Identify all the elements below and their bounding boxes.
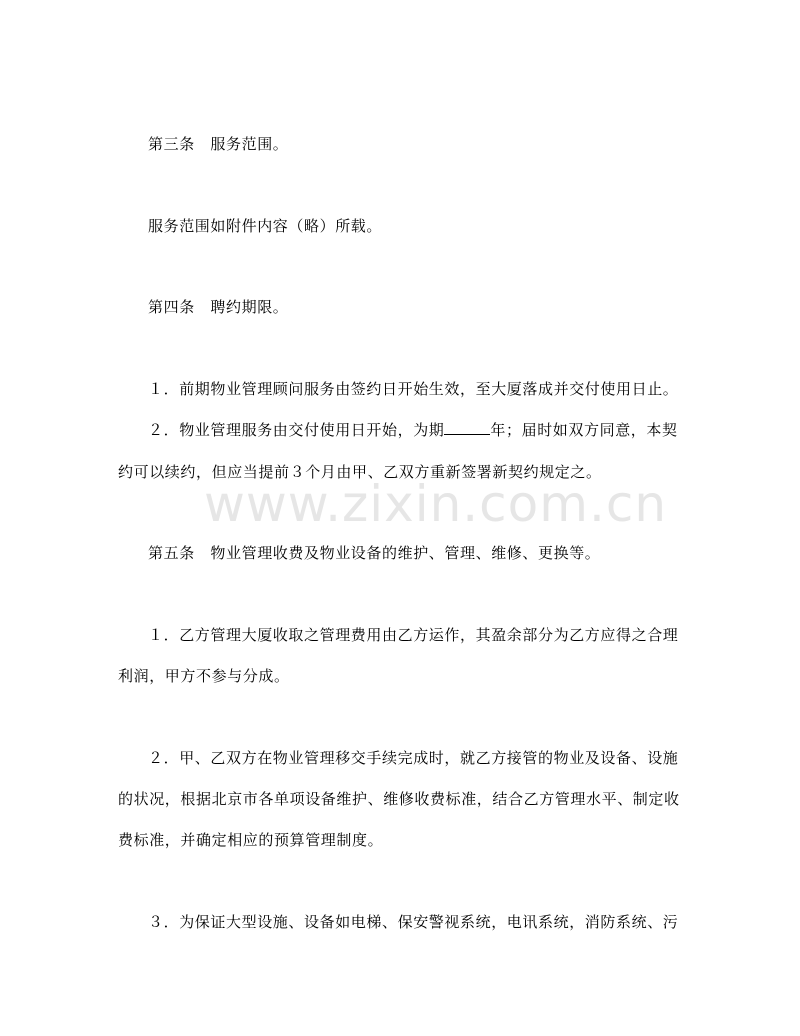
article-5-item-2-line-2: 的状况，根据北京市各单项设备维护、维修收费标准，结合乙方管理水平、制定收 [118,790,680,808]
article-4-item-2-line-1 [148,420,678,440]
article-3-heading: 第三条 服务范围。 [148,135,289,153]
blank-years-field [444,420,490,435]
article-4-item-1: １．前期物业管理顾问服务由签约日开始生效，至大厦落成并交付使用日止。 [148,380,679,398]
article-3-body: 服务范围如附件内容（略）所载。 [148,217,383,235]
article-4-item-2-text-a: ２．物业管理服务由交付使用日开始，为期 [148,421,445,439]
article-5-item-2-line-3: 费标准，并确定相应的预算管理制度。 [118,831,384,849]
article-5-item-1-line-1: １．乙方管理大厦收取之管理费用由乙方运作，其盈余部分为乙方应得之合理 [148,626,679,644]
article-4-heading: 第四条 聘约期限。 [148,298,289,316]
article-5-heading: 第五条 物业管理收费及物业设备的维护、管理、维修、更换等。 [148,544,601,562]
article-5-item-1-line-2: 利润，甲方不参与分成。 [118,667,290,685]
article-4-item-2-line-2: 约可以续约，但应当提前３个月由甲、乙双方重新签署新契约规定之。 [118,463,602,481]
article-5-item-2-line-1: ２．甲、乙双方在物业管理移交手续完成时，就乙方接管的物业及设备、设施 [148,749,679,767]
watermark: www.zixin.com.cn [204,475,668,533]
article-4-item-2-text-b: 年；届时如双方同意，本契 [490,421,678,439]
article-5-item-3-line-1: ３．为保证大型设施、设备如电梯、保安警视系统，电讯系统，消防系统、污 [148,913,679,931]
